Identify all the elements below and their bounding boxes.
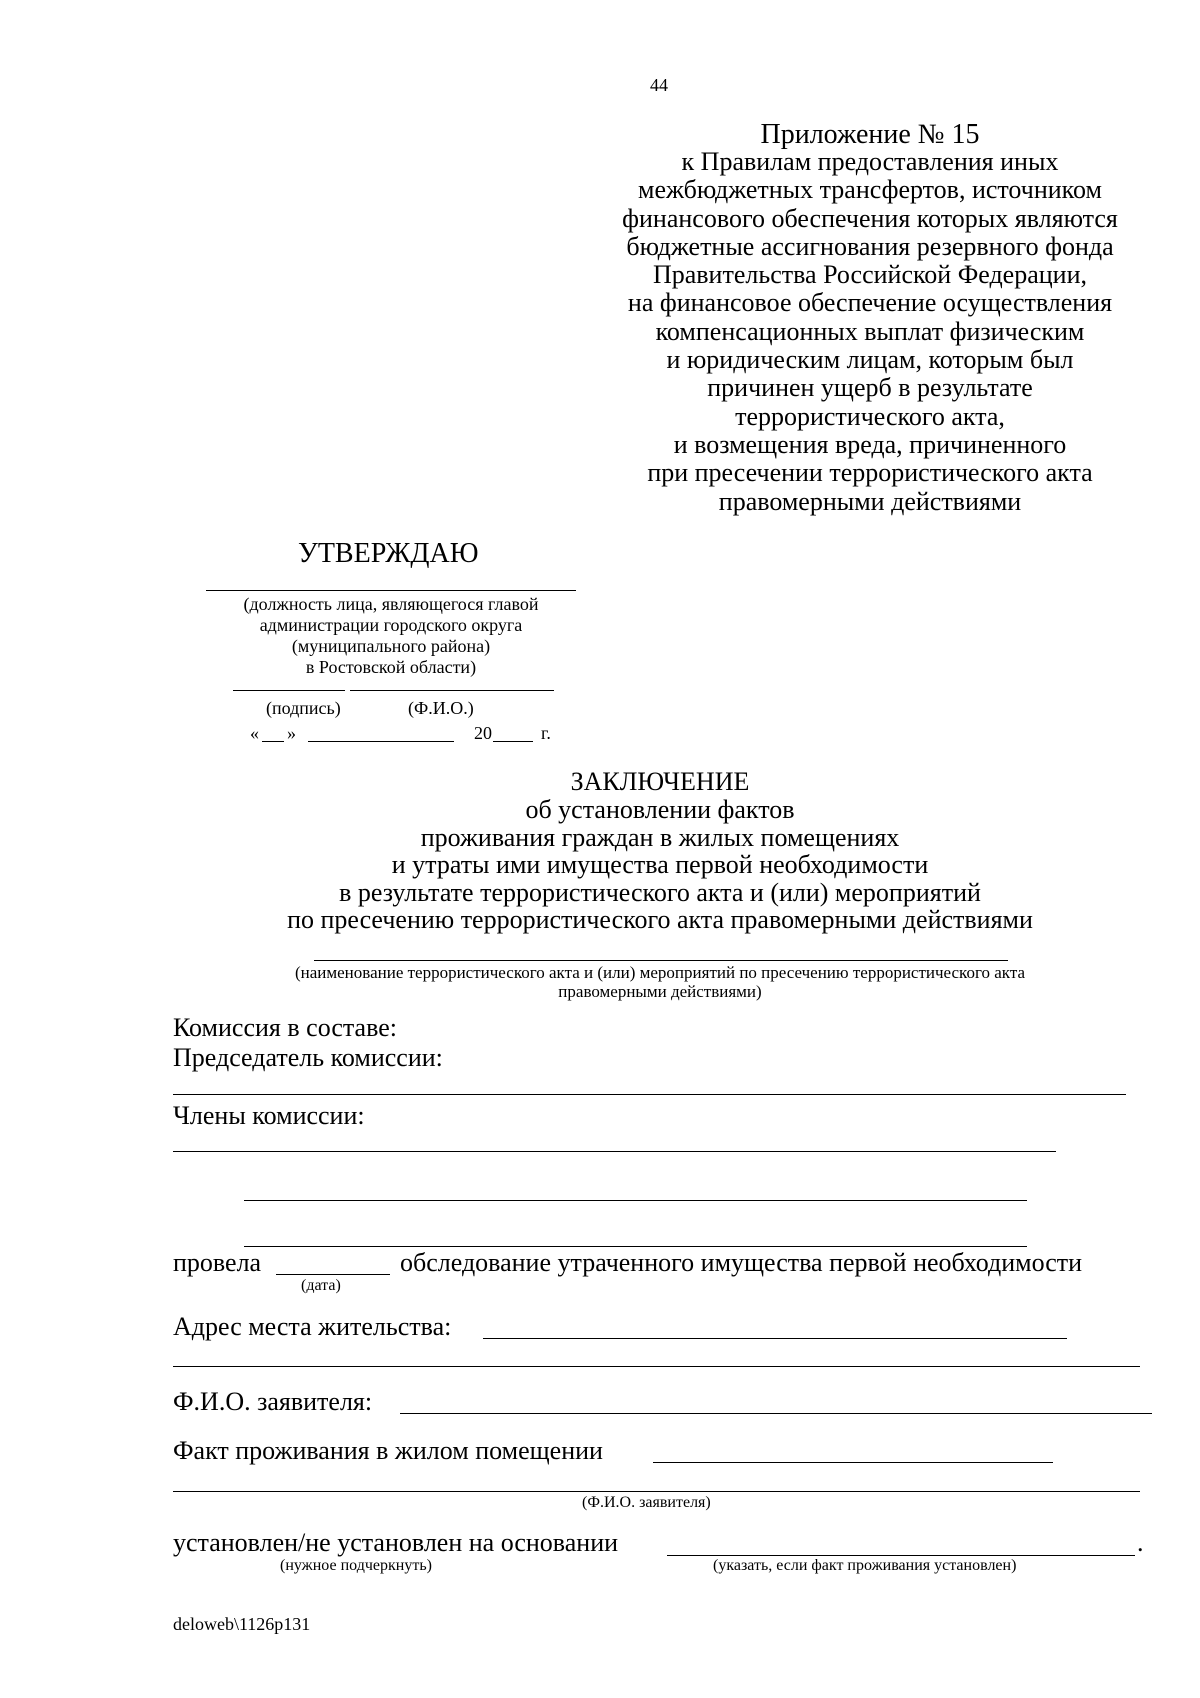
conducted-suffix: обследование утраченного имущества первой необходимости	[400, 1248, 1083, 1277]
act-caption: (наименование террористического акта и (или) мероприятий по пресечению террористического акта правомерными действиями)	[294, 963, 1026, 1001]
appendix-title: Приложение № 15	[760, 119, 980, 150]
appendix-line: при пресечении террористического акта	[647, 458, 1093, 488]
date-caption: (дата)	[301, 1277, 341, 1294]
appendix-block	[570, 119, 1170, 516]
appendix-line: компенсационных выплат физическим	[655, 316, 1085, 346]
commission-label: Комиссия в составе:	[173, 1013, 397, 1042]
residence-line-1[interactable]	[653, 1462, 1053, 1463]
signature-line[interactable]	[233, 690, 345, 691]
conclusion-line: проживания граждан в жилых помещениях	[420, 822, 900, 852]
appendix-line: бюджетные ассигнования резервного фонда	[626, 231, 1114, 261]
year-suffix: г.	[541, 723, 551, 743]
address-line-2[interactable]	[173, 1366, 1140, 1367]
conclusion-block	[200, 768, 1120, 934]
member-line-1[interactable]	[173, 1151, 1056, 1152]
date-open-quote: «	[250, 723, 259, 743]
address-label: Адрес места жительства:	[173, 1312, 452, 1341]
month-line[interactable]	[308, 741, 454, 742]
conclusion-line: по пресечению террористического акта правомерными действиями	[287, 905, 1033, 935]
chairman-line[interactable]	[173, 1094, 1126, 1095]
position-line[interactable]	[206, 590, 576, 591]
appendix-line: причинен ущерб в результате	[707, 373, 1033, 403]
appendix-line: к Правилам предоставления иных	[681, 147, 1059, 176]
conclusion-line: и утраты ими имущества первой необходимости	[391, 850, 929, 880]
appendix-line: межбюджетных трансфертов, источником	[638, 175, 1102, 205]
specify-caption: (указать, если факт проживания установлен)	[713, 1557, 1017, 1574]
established-period: .	[1137, 1528, 1144, 1557]
appendix-line: и юридическим лицам, которым был	[666, 345, 1074, 375]
year-line[interactable]	[493, 741, 533, 742]
residence-line-2[interactable]	[173, 1491, 1140, 1492]
applicant-line[interactable]	[400, 1413, 1152, 1414]
page-number: 44	[650, 75, 668, 95]
applicant-caption: (Ф.И.О. заявителя)	[582, 1494, 711, 1511]
conclusion-line: об установлении фактов	[525, 795, 795, 824]
act-name-line[interactable]	[314, 960, 1008, 961]
approval-heading: УТВЕРЖДАЮ	[298, 538, 479, 569]
fio-caption: (Ф.И.О.)	[408, 698, 474, 718]
address-line-1[interactable]	[483, 1338, 1067, 1339]
appendix-line: Правительства Российской Федерации,	[652, 260, 1088, 290]
established-label: установлен/не установлен на основании	[173, 1528, 619, 1557]
applicant-label: Ф.И.О. заявителя:	[173, 1387, 373, 1416]
conducted-date-line[interactable]	[276, 1274, 390, 1275]
conclusion-line: в результате террористического акта и (или) мероприятий	[339, 877, 981, 907]
appendix-line: на финансовое обеспечение осуществления	[627, 288, 1113, 318]
year-prefix: 20	[474, 723, 492, 743]
chairman-label: Председатель комиссии:	[173, 1043, 443, 1072]
appendix-line: террористического акта,	[735, 401, 1005, 431]
residence-label: Факт проживания в жилом помещении	[173, 1436, 603, 1465]
member-line-3[interactable]	[244, 1246, 1027, 1247]
underline-caption: (нужное подчеркнуть)	[280, 1557, 432, 1574]
date-close-quote: »	[287, 723, 296, 743]
signature-caption: (подпись)	[266, 698, 341, 718]
members-label: Члены комиссии:	[173, 1101, 365, 1130]
fio-line[interactable]	[350, 690, 554, 691]
appendix-line: и возмещения вреда, причиненного	[673, 429, 1067, 459]
established-basis-line[interactable]	[667, 1555, 1135, 1556]
day-line[interactable]	[262, 741, 284, 742]
footer-code: deloweb\1126p131	[173, 1614, 311, 1634]
appendix-line: правомерными действиями	[718, 486, 1022, 516]
conducted-prefix: провела	[173, 1248, 262, 1277]
conclusion-title: ЗАКЛЮЧЕНИЕ	[570, 767, 750, 796]
position-caption: (должность лица, являющегося главой администрации городского округа (муниципального района) в Ростовской области)	[243, 594, 539, 677]
appendix-line: финансового обеспечения которых являются	[622, 203, 1118, 233]
member-line-2[interactable]	[244, 1200, 1027, 1201]
